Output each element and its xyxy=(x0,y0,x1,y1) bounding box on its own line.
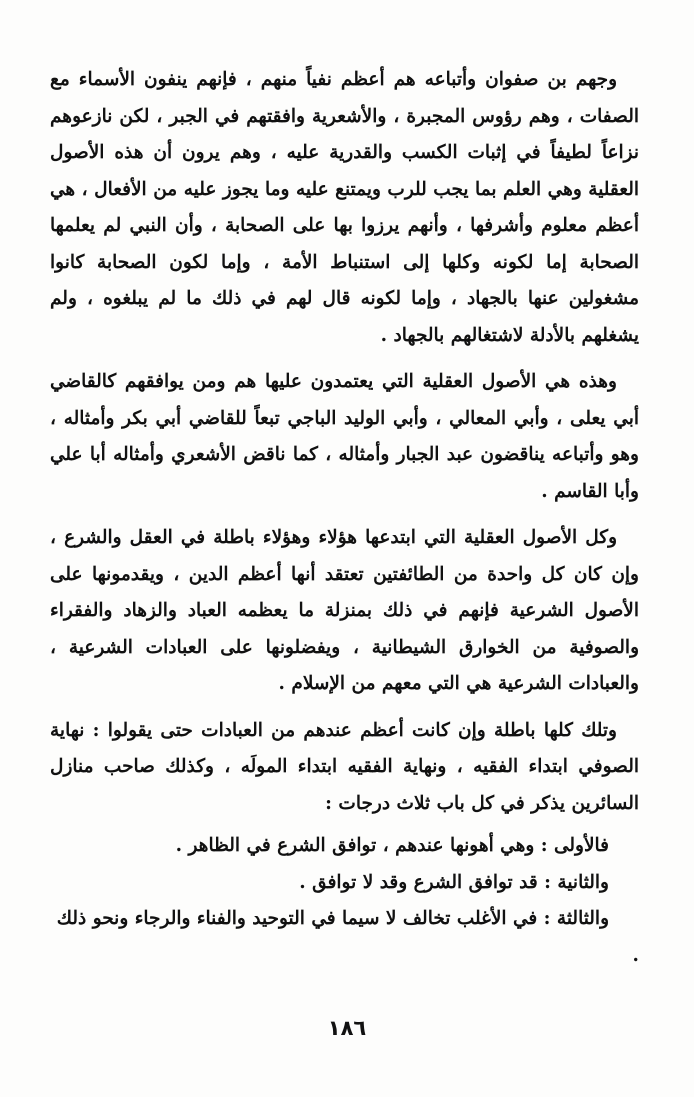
page-body xyxy=(50,62,639,974)
paragraph-3: وكل الأصول العقلية التي ابتدعها هؤلاء وهؤلاء باطلة في العقل والشرع ، وإن كان كل واحدة من الطائفتين تعتقد أنها أعظم الدين ، ويقدمونها على الأصول الشرعية فإنهم في ذلك بمنزلة ما يعظمه العباد والزهاد والفقراء والصوفية من الخوارق الشيطانية ، ويفضلونها على العبادات الشرعية ، والعبادات الشرعية هي التي معهم من الإسلام . xyxy=(50,527,639,694)
paragraph-2: وهذه هي الأصول العقلية التي يعتمدون عليها هم ومن يوافقهم كالقاضي أبي يعلى ، وأبي المعالي ، وأبي الوليد الباجي تبعاً للقاضي أبي بكر وأمثاله ، وهو وأتباعه يناقضون عبد الجبار وأمثاله ، كما ناقض الأشعري وأمثاله أبا علي وأبا القاسم . xyxy=(50,371,639,502)
degree-third: والثالثة : في الأغلب تخالف لا سيما في التوحيد والفناء والرجاء ونحو ذلك . xyxy=(56,908,639,966)
paragraph-4: وتلك كلها باطلة وإن كانت أعظم عندهم من العبادات حتى يقولوا : نهاية الصوفي ابتداء الفقيه ، ونهاية الفقيه ابتداء المولَه ، وكذلك صاحب منازل السائرين يذكر في كل باب ثلاث درجات : xyxy=(50,719,639,814)
degree-second: والثانية : قد توافق الشرع وقد لا توافق . xyxy=(299,871,609,893)
page-number: ١٨٦ xyxy=(327,1016,367,1040)
degree-first: فالأولى : وهي أهونها عندهم ، توافق الشرع في الظاهر . xyxy=(175,835,609,856)
paragraph-1: وجهم بن صفوان وأتباعه هم أعظم نفياً منهم ، فإنهم ينفون الأسماء مع الصفات ، وهم رؤوس المجبرة ، والأشعرية وافقتهم في الجبر ، لكن نازعوهم نزاعاً لطيفاً في إثبات الكسب والقدرية عليه ، وهم يرون أن هذه الأصول العقلية وهي العلم بما يجب للرب ويمتنع عليه وما يجوز عليه من الأفعال ، هي أعظم معلوم وأشرفها ، وأنهم يرزوا بها على الصحابة ، وأن النبي لم يعلمها الصحابة إما لكونه وكلها إلى استنباط الأمة ، وإما لكون الصحابة كانوا مشغولين عنها بالجهاد ، وإما لكونه قال لهم في ذلك ما لم يبلغوه ، ولم يشغلهم بالأدلة لاشتغالهم بالجهاد . xyxy=(50,69,639,346)
